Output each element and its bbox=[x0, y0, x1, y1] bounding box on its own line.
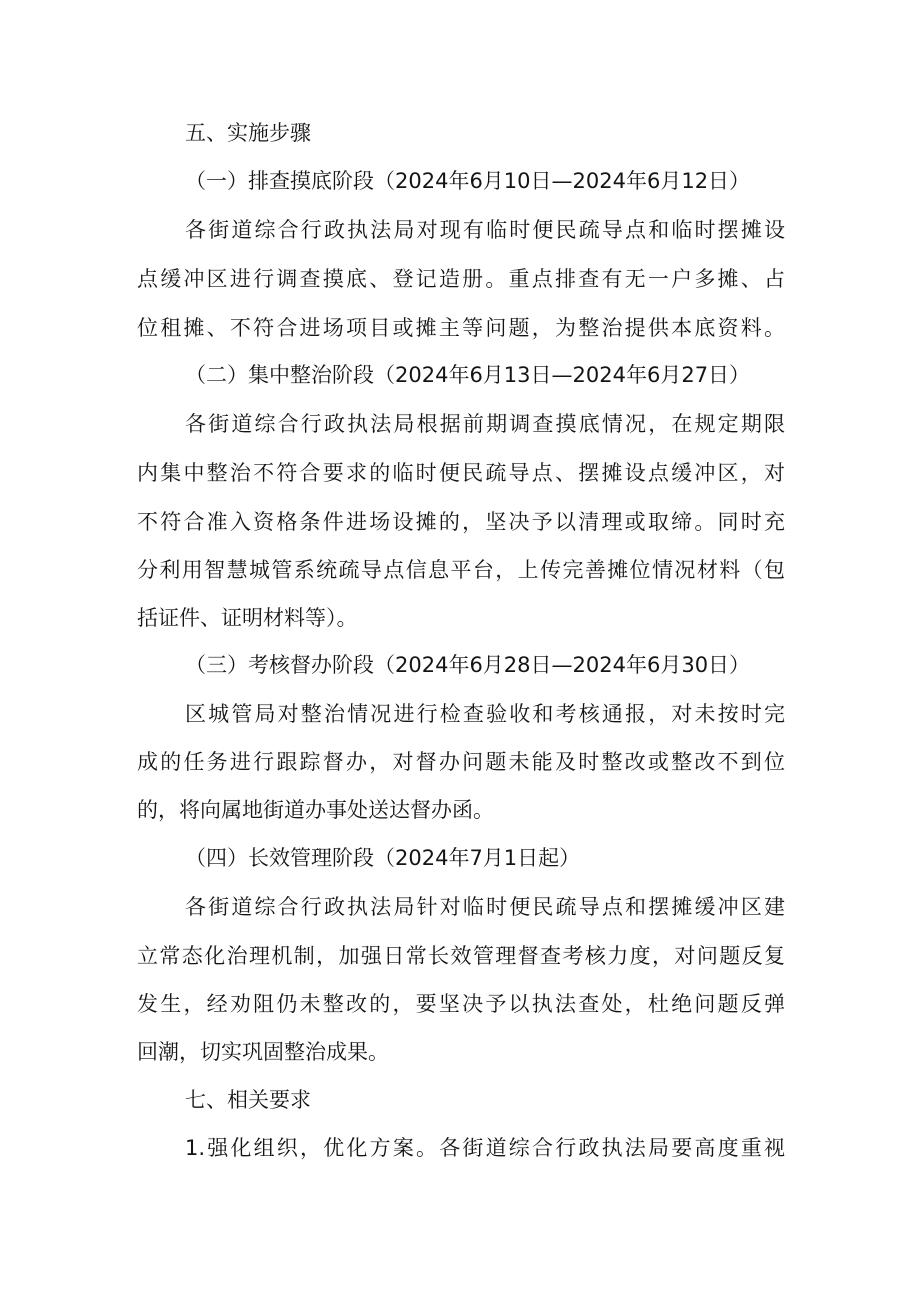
stage-4-paragraph-line: 立常态化治理机制，加强日常长效管理督查考核力度，对问题反复 bbox=[137, 944, 785, 968]
stage-2-paragraph-line: 不符合准入资格条件进场设摊的，坚决予以清理或取缔。同时充 bbox=[137, 510, 785, 534]
stage-2-paragraph-line: 括证件、证明材料等）。 bbox=[137, 606, 358, 630]
stage-2-paragraph-line: 各街道综合行政执法局根据前期调查摸底情况，在规定期限 bbox=[185, 412, 785, 436]
stage-4-paragraph-line: 回潮，切实巩固整治成果。 bbox=[137, 1040, 389, 1064]
stage-2-paragraph-line: 内集中整治不符合要求的临时便民疏导点、摆摊设点缓冲区，对 bbox=[137, 461, 785, 485]
stage-3-paragraph-line: 的，将向属地街道办事处送达督办函。 bbox=[137, 798, 494, 822]
stage-2-title: （二）集中整治阶段（2024年6月13日—2024年6月27日） bbox=[185, 363, 751, 387]
stage-4-paragraph-line: 发生，经劝阻仍未整改的，要坚决予以执法查处，杜绝问题反弹 bbox=[137, 992, 785, 1016]
stage-2-paragraph-line: 分利用智慧城管系统疏导点信息平台，上传完善摊位情况材料（包 bbox=[137, 558, 785, 582]
stage-4-title: （四）长效管理阶段（2024年7月1日起） bbox=[185, 846, 581, 870]
stage-1-title: （一）排查摸底阶段（2024年6月10日—2024年6月12日） bbox=[185, 169, 751, 193]
stage-1-paragraph-line: 各街道综合行政执法局对现有临时便民疏导点和临时摆摊设 bbox=[185, 218, 785, 242]
stage-3-title: （三）考核督办阶段（2024年6月28日—2024年6月30日） bbox=[185, 653, 751, 677]
section-heading-requirements: 七、相关要求 bbox=[185, 1088, 311, 1112]
stage-1-paragraph-line: 位租摊、不符合进场项目或摊主等问题，为整治提供本底资料。 bbox=[137, 316, 785, 340]
stage-1-paragraph-line: 点缓冲区进行调查摸底、登记造册。重点排查有无一户多摊、占 bbox=[137, 267, 785, 291]
section-heading-implementation-steps: 五、实施步骤 bbox=[185, 121, 311, 145]
stage-3-paragraph-line: 区城管局对整治情况进行检查验收和考核通报，对未按时完 bbox=[185, 702, 785, 726]
stage-4-paragraph-line: 各街道综合行政执法局针对临时便民疏导点和摆摊缓冲区建 bbox=[185, 895, 785, 919]
stage-3-paragraph-line: 成的任务进行跟踪督办，对督办问题未能及时整改或整改不到位 bbox=[137, 750, 785, 774]
requirement-item-1: 1.强化组织，优化方案。各街道综合行政执法局要高度重视 bbox=[185, 1136, 785, 1160]
